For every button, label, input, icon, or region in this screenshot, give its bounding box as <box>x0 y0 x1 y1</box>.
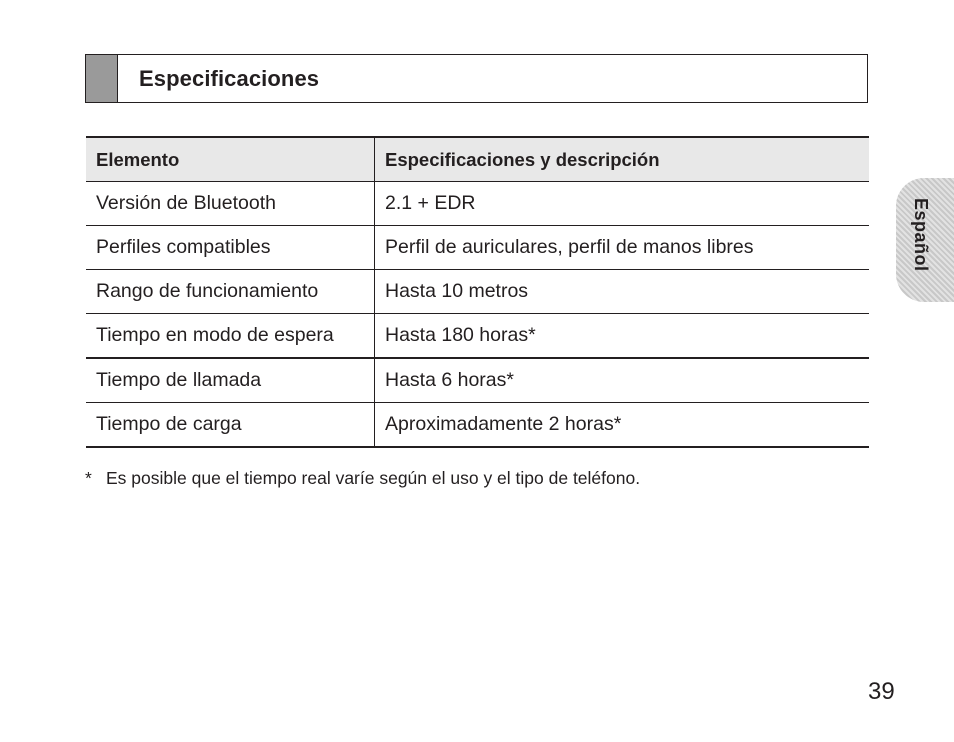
language-side-tab <box>896 178 954 302</box>
table-row <box>86 358 869 403</box>
table-cell-element: Perfiles compatibles <box>86 226 375 270</box>
table-cell-description: Aproximadamente 2 horas* <box>385 413 622 435</box>
table-row <box>86 182 869 226</box>
table-cell-description: Hasta 10 metros <box>385 280 529 302</box>
table-row <box>86 403 869 448</box>
table-cell-description: Hasta 6 horas* <box>385 369 514 391</box>
specifications-table <box>86 136 869 448</box>
footnote-text: Es posible que el tiempo real varíe según el uso y el tipo de teléfono. <box>106 468 641 488</box>
column-header-element: Elemento <box>86 137 375 182</box>
table-cell-description: Perfil de auriculares, perfil de manos libres <box>385 236 754 258</box>
section-title: Especificaciones <box>139 65 320 91</box>
table-row <box>86 270 869 314</box>
table-cell-element: Versión de Bluetooth <box>86 182 375 226</box>
table-cell-element: Tiempo de carga <box>86 403 375 448</box>
table-cell-element: Rango de funcionamiento <box>86 270 375 314</box>
language-tab-label: Español <box>911 198 931 272</box>
table-cell-description: 2.1 + EDR <box>385 192 476 214</box>
page-number: 39 <box>868 678 895 705</box>
footnote-mark: * <box>85 468 92 488</box>
table-row <box>86 314 869 359</box>
table-cell-description: Hasta 180 horas* <box>385 324 536 346</box>
table-header-row <box>86 137 869 182</box>
column-header-description: Especificaciones y descripción <box>385 148 660 170</box>
footnote <box>85 468 640 489</box>
table-cell-element: Tiempo de llamada <box>86 358 375 403</box>
section-header-block <box>86 55 118 102</box>
section-header <box>85 54 868 103</box>
table-row <box>86 226 869 270</box>
table-cell-element: Tiempo en modo de espera <box>86 314 375 359</box>
